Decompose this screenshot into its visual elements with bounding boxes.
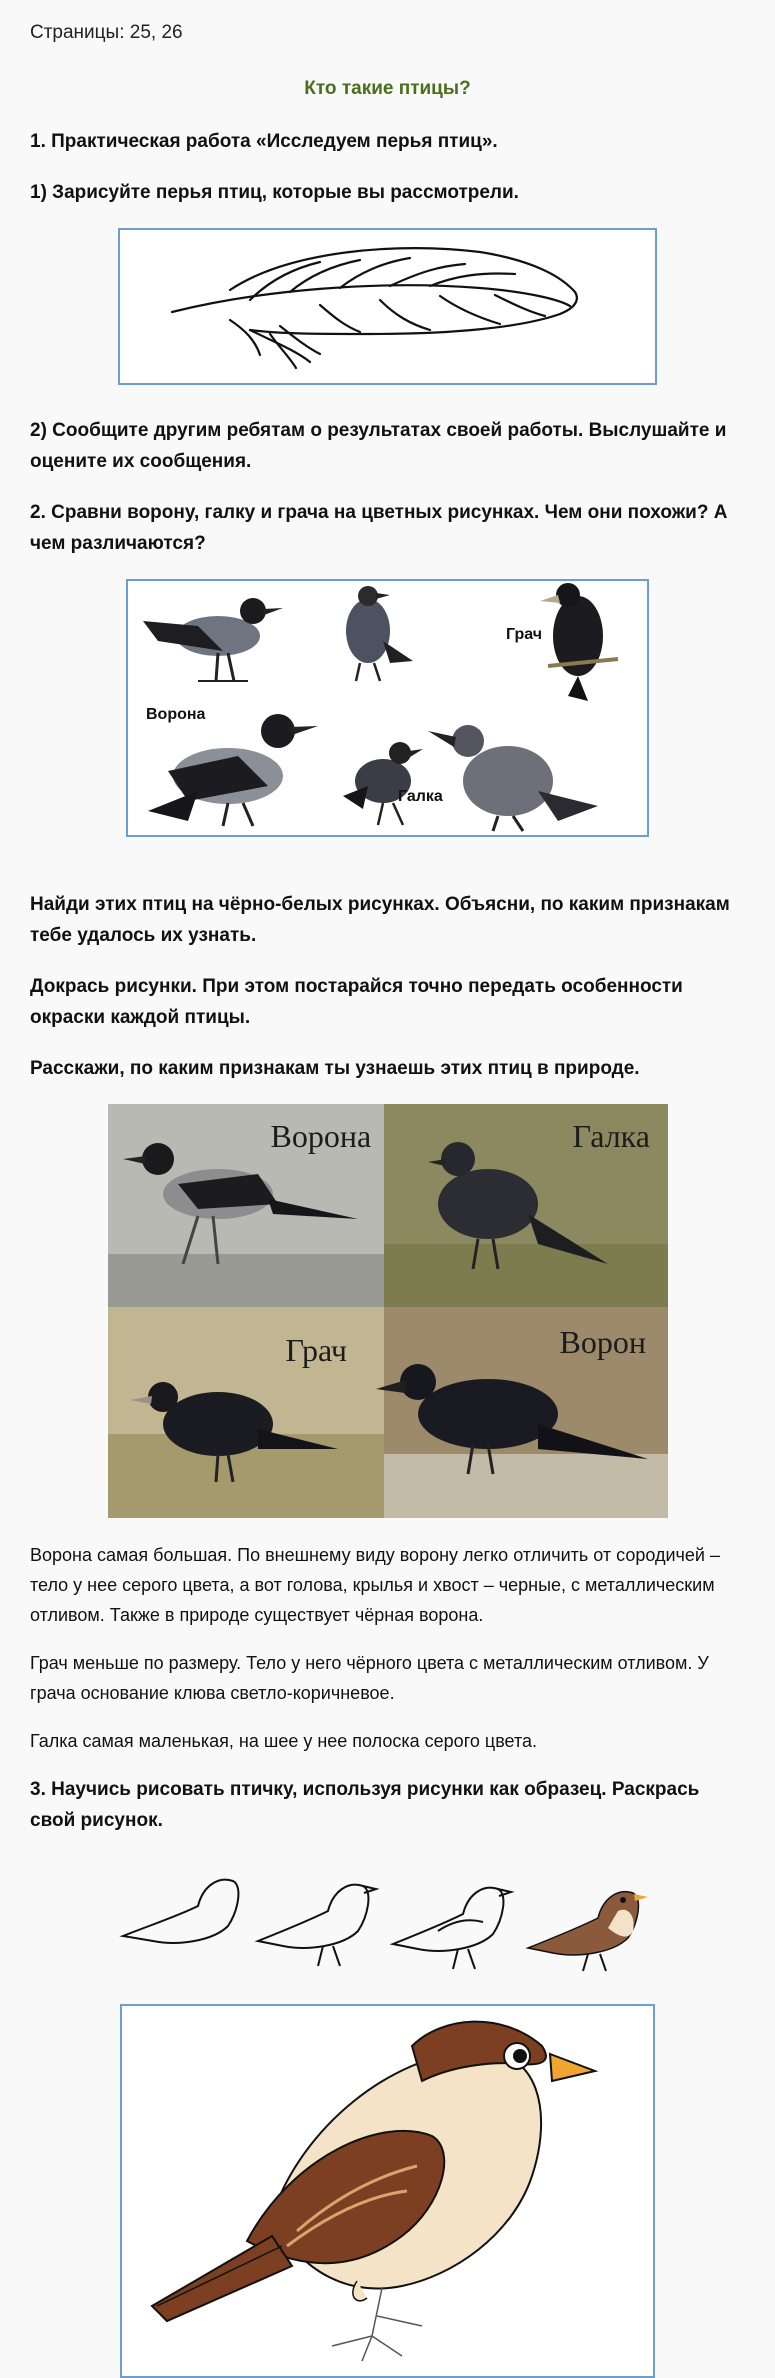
jackdaw-top-drawing	[346, 586, 413, 681]
task-2-color: Докрась рисунки. При этом постарайся точно передать особенности окраски каждой птицы.	[30, 976, 683, 1028]
answer-grach: Грач меньше по размеру. Тело у него чёрного цвета с металлическим отливом. У грача основание клюва светло-коричневое.	[30, 1653, 709, 1703]
task-1-1: 1) Зарисуйте перья птиц, которые вы рассмотрели.	[30, 182, 519, 203]
photo-label-voron: Ворон	[559, 1324, 646, 1360]
task-2: 2. Сравни ворону, галку и грача на цветных рисунках. Чем они похожи? А чем различаются?	[30, 502, 728, 554]
feather-drawing	[120, 230, 655, 383]
jackdaw-bottom-drawing	[343, 742, 423, 825]
pages-reference: Страницы: 25, 26	[30, 22, 183, 43]
photo-grid-image	[108, 1104, 668, 1518]
label-galka: Галка	[398, 788, 443, 805]
birds-photo-grid	[108, 1104, 668, 1518]
birds-illustration	[128, 581, 647, 835]
rook-drawing	[540, 583, 618, 701]
task-1-2: 2) Сообщите другим ребятам о результатах своей работы. Выслушайте и оцените их сообщения.	[30, 420, 727, 472]
label-grach: Грач	[506, 626, 543, 643]
photo-label-vorona: Ворона	[270, 1118, 372, 1154]
task-2-find: Найди этих птиц на чёрно-белых рисунках. Объясни, по каким признакам тебе удалось их узнать.	[30, 894, 730, 946]
crow-top-left-drawing	[143, 598, 283, 681]
crow-bottom-right-drawing	[428, 725, 598, 831]
answer-galka: Галка самая маленькая, на шее у нее полоска серого цвета.	[30, 1731, 538, 1751]
drawing-steps-image	[118, 1856, 658, 1976]
photo-label-grach: Грач	[285, 1332, 347, 1368]
task-2-tell: Расскажи, по каким признакам ты узнаешь этих птиц в природе.	[30, 1058, 640, 1079]
task-3: 3. Научись рисовать птичку, используя рисунки как образец. Раскрась свой рисунок.	[30, 1779, 700, 1831]
sparrow-figure	[120, 2004, 655, 2378]
drawing-steps-figure	[118, 1856, 658, 1976]
answer-vorona: Ворона самая большая. По внешнему виду ворону легко отличить от сородичей – тело у нее серого цвета, а вот голова, крылья и хвост – черные, с металлическим отливом. Также в природе существует чёрная ворона.	[30, 1545, 720, 1625]
task-1: 1. Практическая работа «Исследуем перья птиц».	[30, 131, 498, 152]
feather-figure	[118, 228, 657, 385]
photo-label-galka: Галка	[572, 1118, 650, 1154]
crow-bottom-left-drawing	[148, 714, 318, 826]
label-vorona: Ворона	[146, 706, 206, 723]
sparrow-drawing	[122, 2006, 653, 2376]
birds-color-figure	[126, 579, 649, 837]
page-title: Кто такие птицы?	[304, 78, 471, 99]
